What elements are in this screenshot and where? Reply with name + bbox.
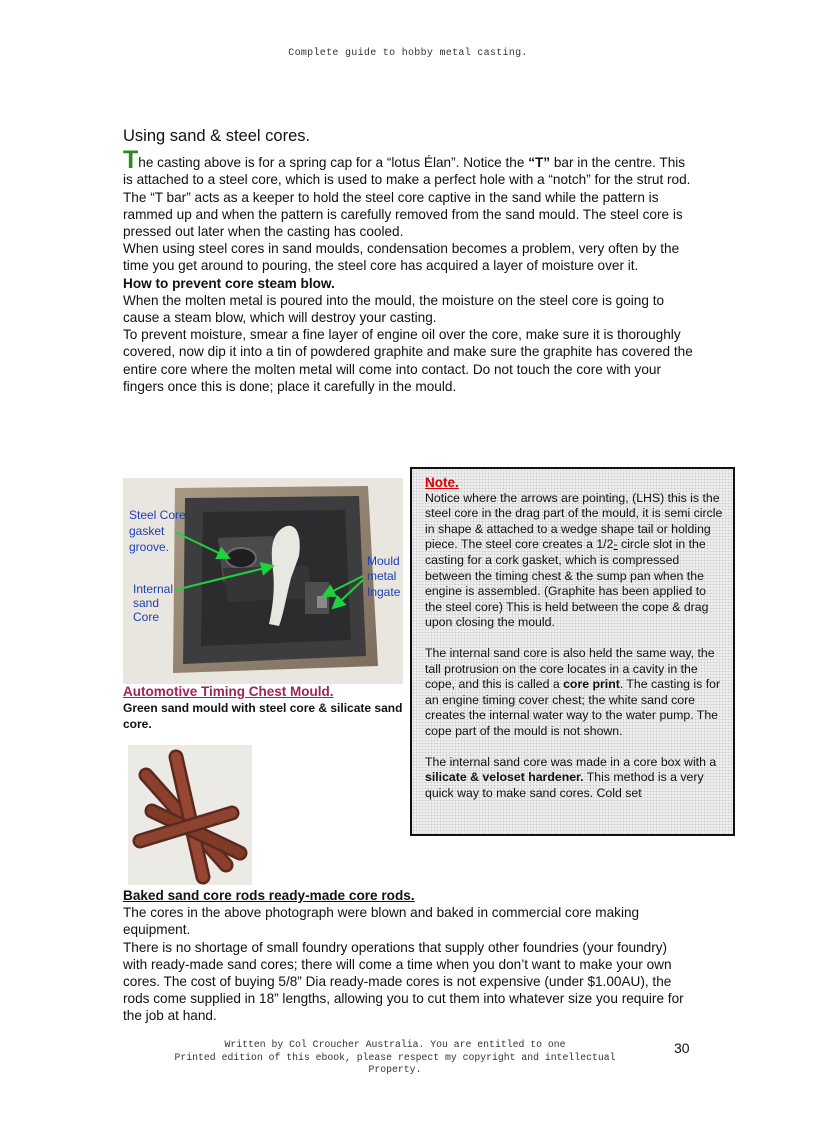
label-sand: sand <box>133 596 160 610</box>
core-rods-paragraph-1: The cores in the above photograph were blown and baked in commercial core making equipment. <box>123 905 640 938</box>
condensation-paragraph: When using steel cores in sand moulds, condensation becomes a problem, very often by the time you get around to pouring, the steel core has acquired a layer of moisture over it. <box>123 241 680 274</box>
note-paragraph-2: The internal sand core is also held the same way, the tall protrusion on the core locates in a cavity in the cope, and this is called a core print. The casting is for an engine timing cover chest; the white sand core creates the internal water way to the water pump. The cope part of the mould is not shown. <box>425 645 721 738</box>
mould-caption-title: Automotive Timing Chest Mould. <box>123 684 334 699</box>
gasket-groove <box>226 548 256 568</box>
note-title: Note. <box>425 475 459 490</box>
steam-blow-paragraph: When the molten metal is poured into the mould, the moisture on the steel core is going to cause a steam blow, which will destroy your casting. <box>123 292 665 326</box>
timing-chest-mould-photo <box>123 478 403 684</box>
label-mould: Mould <box>367 554 400 568</box>
core-rods-illustration <box>128 745 252 885</box>
label-groove: groove. <box>129 540 170 554</box>
page-number: 30 <box>674 1040 690 1056</box>
intro-paragraph: The casting above is for a spring cap for a “lotus Élan”. Notice the “T” bar in the centre. This is attached to a steel core, which is used to make a perfect hole with a “notch” for the strut rod. The “T bar” acts as a keeper to hold the steel core captive in the sand while the pattern is rammed up and when the pattern is carefully removed from the sand mould. The steel core is pressed out later when the casting has cooled. <box>123 146 691 240</box>
drop-cap: T <box>123 146 139 175</box>
main-text <box>123 128 693 395</box>
core-rods-heading: Baked sand core rods ready-made core rods. <box>123 888 415 903</box>
mould-caption-subtitle: Green sand mould with steel core & silicate sand core. <box>123 701 403 731</box>
label-core: Core <box>133 610 160 624</box>
subheading: How to prevent core steam blow. <box>123 275 335 291</box>
note-box <box>410 467 735 836</box>
section-title: Using sand & steel cores. <box>123 127 311 145</box>
mould-caption <box>123 684 413 732</box>
core-rods-photo <box>128 745 252 885</box>
page-header: Complete guide to hobby metal casting. <box>288 48 528 59</box>
core-rods-paragraph-2: There is no shortage of small foundry operations that supply other foundries (your foundry) with ready-made sand cores; there will come a time when you don’t want to make your own cores. The cost of buying 5/8” Dia ready-made cores is not expensive (under $1.00AU), the rods come supplied in 18” lengths, allowing you to cut them into whatever size you require for the job at hand. <box>123 939 684 1024</box>
label-metal: metal <box>367 569 397 583</box>
note-paragraph-1: Notice where the arrows are pointing, (LHS) this is the steel core in the drag part of the mould, it is semi circle in shape & attached to a wedge shape tail or holding piece. The steel core creates a 1/2- circle slot in the casting for a cork gasket, which is compressed between the timing chest & the sump pan when the engine is assembled. (Graphite has been applied to the steel core) This is held between the cope & drag upon closing the mould. <box>425 490 723 630</box>
label-gasket: gasket <box>129 524 165 538</box>
label-ingate: Ingate <box>367 585 401 599</box>
label-internal: Internal <box>133 582 174 596</box>
mould-illustration <box>123 478 403 684</box>
label-steel-core: Steel Core <box>129 508 186 522</box>
core-rods-section <box>123 887 693 1025</box>
prevention-paragraph: To prevent moisture, smear a fine layer of engine oil over the core, make sure it is thoroughly covered, now dip it into a tin of powdered graphite and make sure the graphite has covered the entire core where the molten metal will come into contact. Do not touch the core with your fingers once this is done; place it carefully in the mould. <box>123 327 693 394</box>
note-paragraph-3: The internal sand core was made in a core box with a silicate & veloset hardener. This method is a very quick way to make sand cores. Cold set <box>425 754 717 800</box>
page-footer: Written by Col Croucher Australia. You are entitled to one Printed edition of this ebook, please respect my copyright and intellectual Property. <box>174 1039 616 1075</box>
